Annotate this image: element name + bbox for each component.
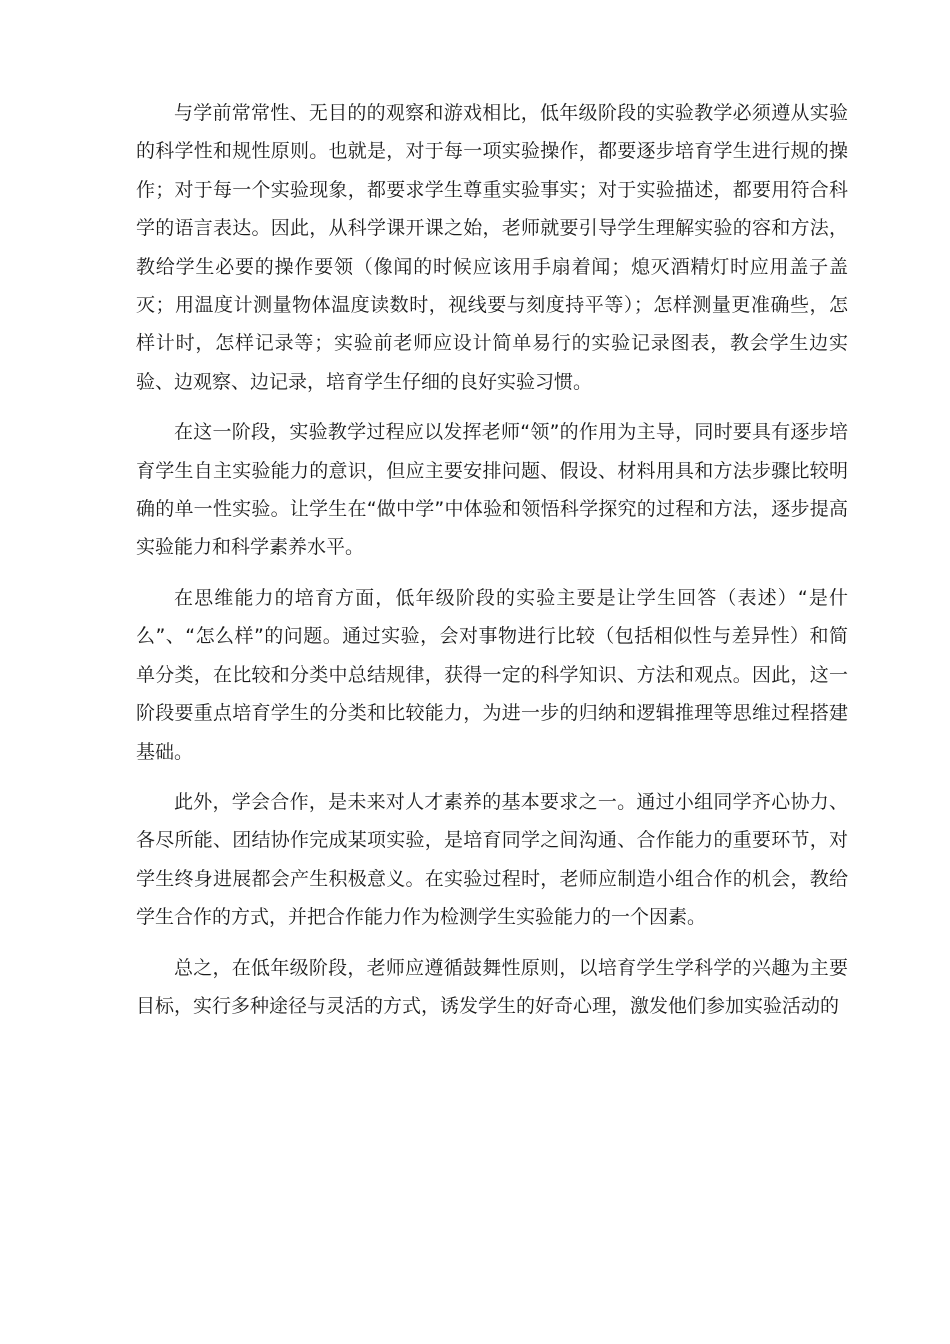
paragraph-1: 与学前常常性、无目的的观察和游戏相比，低年级阶段的实验教学必须遵从实验的科学性和规性原则。也就是，对于每一项实验操作，都要逐步培育学生进行规的操作；对于每一个实验现象，都要求学生尊重实验事实；对于实验描述，都要用符合科学的语言表达。因此，从科学课开课之始，老师就要引导学生理解实验的容和方法，教给学生必要的操作要领（像闻的时候应该用手扇着闻；熄灭酒精灯时应用盖子盖灭；用温度计测量物体温度读数时，视线要与刻度持平等）；怎样测量更准确些，怎样计时，怎样记录等；实验前老师应设计简单易行的实验记录图表，教会学生边实验、边观察、边记录，培育学生仔细的良好实验习惯。 bbox=[136, 102, 848, 393]
paragraph-5: 总之，在低年级阶段，老师应遵循鼓舞性原则，以培育学生学科学的兴趣为主要目标，实行多种途径与灵活的方式，诱发学生的好奇心理，激发他们参加实验活动的 bbox=[136, 956, 848, 1017]
paragraph-4: 此外，学会合作，是未来对人才素养的基本要求之一。通过小组同学齐心协力、各尽所能、团结协作完成某项实验，是培育同学之间沟通、合作能力的重要环节，对学生终身进展都会产生积极意义。在实验过程时，老师应制造小组合作的机会，教给学生合作的方式，并把合作能力作为检测学生实验能力的一个因素。 bbox=[136, 790, 848, 929]
document-body bbox=[136, 94, 848, 1037]
paragraph-3: 在思维能力的培育方面，低年级阶段的实验主要是让学生回答（表述）“是什么”、“怎么样”的问题。通过实验，会对事物进行比较（包括相似性与差异性）和简单分类，在比较和分类中总结规律，获得一定的科学知识、方法和观点。因此，这一阶段要重点培育学生的分类和比较能力，为进一步的归纳和逻辑推理等思维过程搭建基础。 bbox=[136, 586, 848, 763]
paragraph-2: 在这一阶段，实验教学过程应以发挥老师“领”的作用为主导，同时要具有逐步培育学生自主实验能力的意识，但应主要安排问题、假设、材料用具和方法步骤比较明确的单一性实验。让学生在“做中学”中体验和领悟科学探究的过程和方法，逐步提高实验能力和科学素养水平。 bbox=[136, 421, 848, 559]
